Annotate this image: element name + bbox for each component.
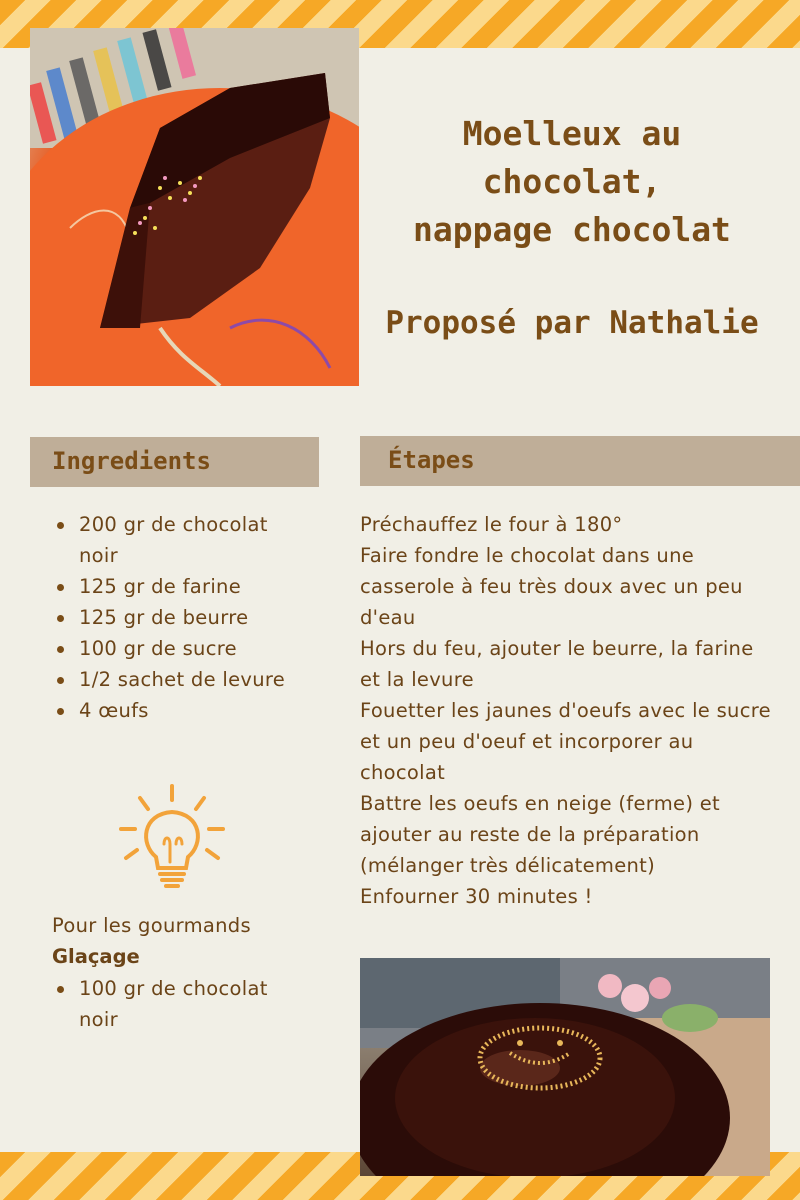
ingredient-item: 125 gr de beurre	[52, 602, 302, 633]
ingredients-list	[52, 509, 302, 726]
lightbulb-icon	[118, 782, 228, 892]
step-item: Enfourner 30 minutes !	[360, 885, 593, 908]
tip-intro: Pour les gourmands	[52, 914, 251, 937]
ingredient-item: 4 œufs	[52, 695, 302, 726]
ingredients-header-band	[30, 437, 319, 487]
ingredient-item: 200 gr de chocolat noir	[52, 509, 302, 571]
ingredient-item: 125 gr de farine	[52, 571, 302, 602]
ingredients-heading: Ingredients	[52, 447, 211, 475]
author-credit: Proposé par Nathalie	[385, 305, 759, 341]
step-item: Fouetter les jaunes d'oeufs avec le sucre et un peu d'oeuf et incorporer au chocolat	[360, 699, 771, 784]
recipe-title	[362, 110, 782, 254]
glacage-subheading: Glaçage	[52, 945, 140, 968]
steps-list	[360, 509, 780, 912]
step-item: Préchauffez le four à 180°	[360, 513, 623, 536]
step-item: Battre les oeufs en neige (ferme) et ajouter au reste de la préparation (mélanger très délicatement)	[360, 792, 720, 877]
step-item: Hors du feu, ajouter le beurre, la farine et la levure	[360, 637, 754, 691]
ingredient-item: 1/2 sachet de levure	[52, 664, 302, 695]
recipe-title-line: Moelleux au	[462, 114, 682, 153]
glacage-list	[52, 973, 312, 1035]
steps-heading: Étapes	[388, 446, 475, 474]
step-item: Faire fondre le chocolat dans une casserole à feu très doux avec un peu d'eau	[360, 544, 743, 629]
recipe-title-line: nappage chocolat	[413, 210, 731, 249]
recipe-title-line: chocolat,	[482, 162, 662, 201]
cake-slice-photo	[30, 28, 359, 386]
ingredient-item: 100 gr de sucre	[52, 633, 302, 664]
whole-cake-photo	[360, 958, 770, 1176]
steps-header-band	[360, 436, 800, 486]
glacage-item: 100 gr de chocolat noir	[52, 973, 312, 1035]
